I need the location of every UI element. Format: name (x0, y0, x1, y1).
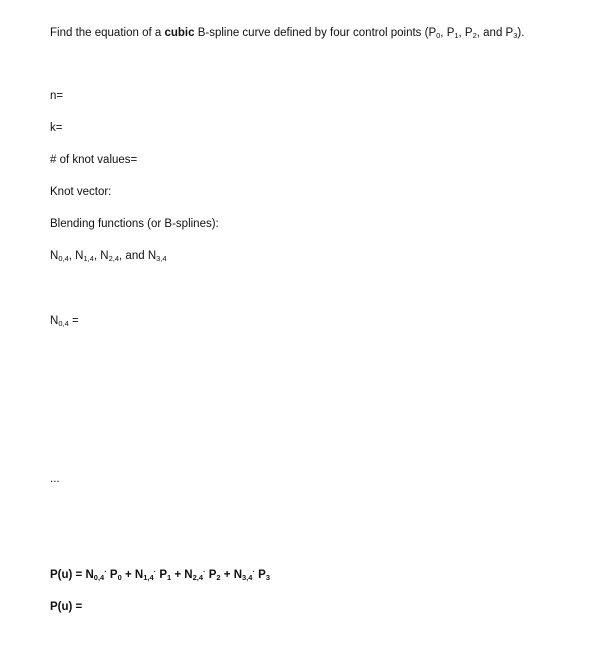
knot-vector-label: Knot vector: (50, 186, 112, 198)
blending-n3: N (147, 250, 157, 262)
blending-n1: N (75, 250, 84, 262)
term-n1: N (134, 569, 144, 581)
term-dot0: · (104, 567, 107, 576)
term-dot1: · (153, 567, 157, 576)
n04-sub: 0,4 (58, 319, 69, 328)
term-p1-sub: 1 (167, 573, 172, 582)
blending-n0: N (50, 250, 59, 262)
n04-symbol: N (50, 315, 59, 327)
problem-statement (50, 26, 524, 40)
control-point-p0: P (428, 27, 437, 39)
problem-sep2: , (458, 27, 465, 39)
blending-sep1: , (68, 250, 76, 262)
ellipsis: ... (50, 473, 60, 485)
term-p3: P (254, 569, 266, 581)
k-label: k= (50, 122, 63, 134)
control-point-p2-sub: 2 (472, 31, 477, 40)
problem-prefix: Find the equation of a (50, 27, 165, 39)
term-p0: P (106, 569, 118, 581)
curve-equation (50, 568, 270, 582)
term-n0-sub: 0,4 (93, 573, 105, 582)
term-n2-sub: 2,4 (192, 573, 204, 582)
n04-equation (50, 314, 79, 328)
term-dot2: · (203, 567, 206, 576)
term-n3: N (233, 569, 242, 581)
blending-n2-sub: 2,4 (108, 254, 120, 263)
problem-suffix: ). (517, 27, 525, 39)
blending-functions-label: Blending functions (or B-splines): (50, 218, 219, 230)
blending-n3-sub: 3,4 (156, 254, 167, 263)
blending-sep2: , (93, 250, 101, 262)
problem-sep3: , and (476, 27, 506, 39)
control-point-p3-sub: 3 (513, 31, 518, 40)
curve-lhs: P(u) = (50, 569, 86, 581)
knot-count-label: # of knot values= (50, 154, 138, 166)
problem-bold-word: cubic (164, 27, 195, 39)
blending-n1-sub: 1,4 (83, 254, 94, 263)
problem-middle: B-spline curve defined by four control points ( (194, 27, 429, 39)
term-plus1: + (171, 569, 185, 581)
blending-n0-sub: 0,4 (58, 254, 69, 263)
control-point-p1: P (446, 27, 455, 39)
term-p1: P (156, 569, 167, 581)
term-n0: N (85, 569, 94, 581)
control-point-p2: P (464, 27, 473, 39)
term-p3-sub: 3 (265, 573, 270, 582)
term-plus0: + (121, 569, 135, 581)
blending-function-list (50, 249, 167, 263)
control-point-p0-sub: 0 (436, 31, 441, 40)
control-point-p3: P (505, 27, 514, 39)
term-p2: P (205, 569, 217, 581)
term-plus2: + (220, 569, 234, 581)
term-n3-sub: 3,4 (242, 573, 253, 582)
n04-equals: = (68, 315, 79, 327)
term-p2-sub: 2 (216, 573, 221, 582)
term-n2: N (184, 569, 193, 581)
problem-sep1: , (440, 27, 447, 39)
term-n1-sub: 1,4 (143, 573, 154, 582)
term-p0-sub: 0 (117, 573, 122, 582)
n-label: n= (50, 90, 64, 102)
term-dot3: · (252, 567, 255, 576)
control-point-p1-sub: 1 (454, 31, 459, 40)
answer-label: P(u) = (50, 601, 83, 613)
blending-sep3: , and (119, 250, 148, 262)
blending-n2: N (100, 250, 109, 262)
